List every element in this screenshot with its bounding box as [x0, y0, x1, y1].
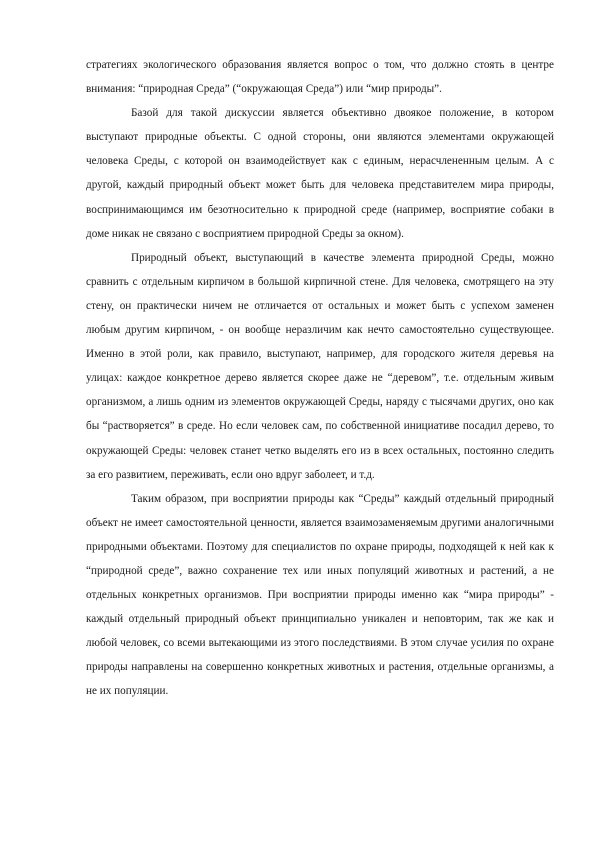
paragraph-brick-analogy: Природный объект, выступающий в качестве элемента природной Среды, можно сравнить с отдельным кирпичом в большой кирпичной стене. Для человека, смотрящего на эту стену, он практически ничем не отличается от остальных и может быть с успехом заменен любым другим кирпичом, - он вообще неразличим как нечто самостоятельно существующее. Именно в этой роли, как правило, выступают, например, для городского жителя деревья на улицах: каждое конкретное дерево является скорее даже не “деревом”, т.е. отдельным живым организмом, а лишь одним из элементов окружающей Среды, наряду с тысячами других, оно как бы “растворяется” в среде. Но если человек сам, по собственной инициативе посадил дерево, то окружающей Среды: человек станет четко выделять его из в всех остальных, постоянно следить за его развитием, переживать, если оно вдруг заболеет, и т.д.	[86, 251, 554, 481]
paragraph-dual-position: Базой для такой дискуссии является объективно двоякое положение, в котором выступают природные объекты. С одной стороны, они являются элементами окружающей человека Среды, с которой он взаимодействует как с единым, нерасчлененным целым. А с другой, каждый природный объект может быть для человека представителем мира природы, воспринимающимся им безотносительно к природной среде (например, восприятие собаки в доме никак не связано с восприятием природной Среды за окном).	[86, 107, 554, 240]
paragraph-continuation: стратегиях экологического образования является вопрос о том, что должно стоять в центре внимания: “природная Среда” (“окружающая Среда”) или “мир природы”.	[86, 59, 554, 96]
document-body	[86, 53, 554, 704]
paragraph-conclusion: Таким образом, при восприятии природы как “Среды” каждый отдельный природный объект не имеет самостоятельной ценности, является взаимозаменяемым другими аналогичными природными объектами. Поэтому для специалистов по охране природы, подходящей к ней как к “природной среде”, важно сохранение тех или иных популяций животных и растений, а не отдельных конкретных организмов. При восприятии природы именно как “мира природы” - каждый отдельный природный объект принципиально уникален и неповторим, так же как и любой человек, со всеми вытекающими из этого последствиями. В этом случае усилия по охране природы направлены на совершенно конкретных животных и растения, отдельные организмы, а не их популяции.	[86, 492, 554, 698]
